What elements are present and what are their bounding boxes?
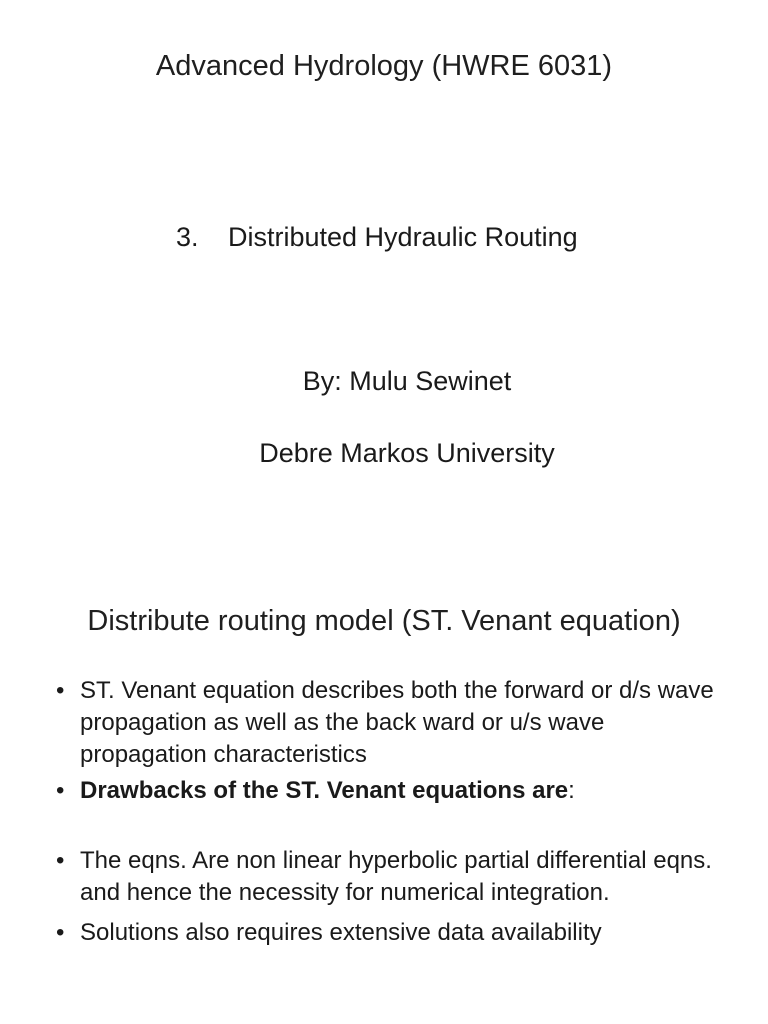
bullet-icon: • <box>56 677 65 704</box>
bullet-icon: • <box>56 777 65 804</box>
bullet-item <box>56 775 716 807</box>
bullet-text: The eqns. Are non linear hyperbolic partial differential eqns. and hence the necessity for numerical integration. <box>80 847 712 906</box>
section-heading <box>176 222 578 253</box>
bullet-item <box>56 845 716 909</box>
bullet-bold-text: Drawbacks of the ST. Venant equations are <box>80 777 569 804</box>
course-title: Advanced Hydrology (HWRE 6031) <box>155 50 613 82</box>
slide-title: Distribute routing model (ST. Venant equation) <box>87 605 681 637</box>
section-title: Distributed Hydraulic Routing <box>228 222 578 252</box>
bullet-item <box>56 675 716 771</box>
bullet-list <box>56 675 716 949</box>
section-number: 3. <box>176 222 199 252</box>
bullet-text: Solutions also requires extensive data availability <box>80 919 602 946</box>
bullet-icon: • <box>56 919 65 946</box>
bullet-suffix: : <box>568 777 575 804</box>
content-slide <box>0 555 768 1024</box>
author-line: By: Mulu Sewinet <box>302 366 512 396</box>
bullet-item <box>56 917 716 949</box>
bullet-icon: • <box>56 847 65 874</box>
institution-line: Debre Markos University <box>259 438 555 468</box>
bullet-text: ST. Venant equation describes both the forward or d/s wave propagation as well as the back ward or u/s wave propagation characteristics <box>80 677 714 768</box>
